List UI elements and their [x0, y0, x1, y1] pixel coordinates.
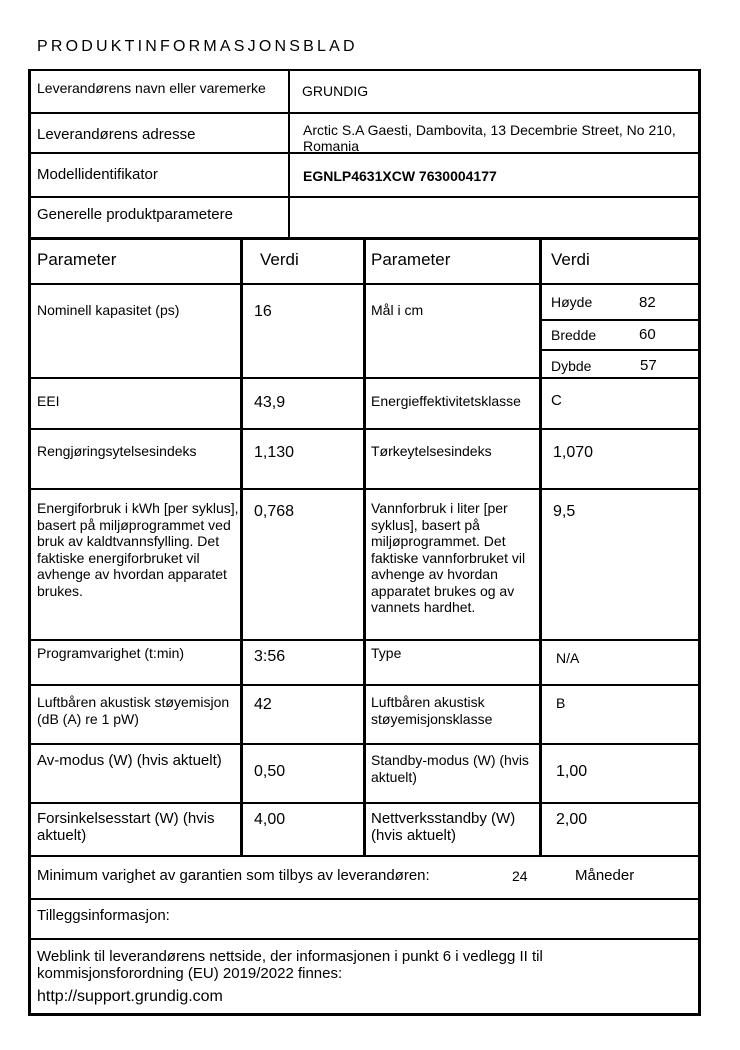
- cleaning-label: Rengjøringsytelsesindeks: [37, 443, 197, 459]
- additional-info-label: Tilleggsinformasjon:: [37, 907, 170, 924]
- standby-label: Standby-modus (W) (hvis aktuelt): [371, 752, 529, 785]
- energy-class-label: Energieffektivitetsklasse: [371, 393, 521, 409]
- off-mode-label: Av-modus (W) (hvis aktuelt): [37, 752, 222, 769]
- capacity-value: 16: [254, 303, 272, 320]
- depth-label: Dybde: [551, 358, 592, 374]
- standby-value: 1,00: [556, 763, 588, 780]
- depth-value: 57: [640, 357, 657, 374]
- col-divider: [363, 237, 366, 857]
- noise-class-value: B: [556, 695, 566, 711]
- table-border-right: [698, 69, 701, 1016]
- warranty-unit: Måneder: [575, 867, 635, 884]
- cleaning-value: 1,130: [254, 444, 295, 461]
- supplier-address-label: Leverandørens adresse: [37, 126, 196, 143]
- capacity-label: Nominell kapasitet (ps): [37, 302, 180, 318]
- supplier-name-value: GRUNDIG: [302, 83, 369, 99]
- noise-label: Luftbåren akustisk støyemisjon (dB (A) re 1 pW): [37, 694, 230, 727]
- type-label: Type: [371, 645, 402, 661]
- water-consumption-value: 9,5: [553, 503, 576, 520]
- col-divider: [539, 577, 542, 857]
- network-standby-label: Nettverksstandby (W) (hvis aktuelt): [371, 810, 516, 844]
- table-border-left: [28, 69, 31, 1016]
- col-header-parameter: Parameter: [37, 250, 117, 269]
- program-duration-value: 3:56: [254, 648, 286, 665]
- noise-value: 42: [254, 696, 272, 713]
- model-label: Modellidentifikator: [37, 166, 158, 183]
- model-value: EGNLP4631XCW 7630004177: [303, 168, 497, 184]
- weblink-label: Weblink til leverandørens nettside, der informasjonen i punkt 6 i vedlegg II til kommisjonsforordning (EU) 2019/2022 finnes:: [37, 948, 543, 982]
- row-divider: [28, 938, 701, 940]
- table-border-top: [28, 69, 701, 71]
- energy-class-value: C: [551, 392, 562, 409]
- subrow-divider: [540, 319, 701, 321]
- table-border-bottom: [28, 1013, 701, 1016]
- col-header-parameter-2: Parameter: [371, 250, 451, 269]
- dimensions-label: Mål i cm: [371, 302, 424, 318]
- type-value: N/A: [556, 650, 580, 666]
- col-divider: [240, 237, 243, 857]
- delay-start-label: Forsinkelsesstart (W) (hvis aktuelt): [37, 810, 215, 844]
- warranty-label: Minimum varighet av garantien som tilbys av leverandøren:: [37, 867, 430, 884]
- warranty-value: 24: [512, 868, 528, 884]
- col-header-value-2: Verdi: [551, 250, 590, 269]
- eei-value: 43,9: [254, 394, 286, 411]
- network-standby-value: 2,00: [556, 811, 588, 828]
- height-label: Høyde: [551, 294, 593, 310]
- general-params-label: Generelle produktparametere: [37, 206, 233, 223]
- eei-label: EEI: [37, 393, 60, 409]
- col-divider: [288, 69, 290, 239]
- supplier-address-value: Arctic S.A Gaesti, Dambovita, 13 Decembrie Street, No 210, Romania: [303, 122, 676, 154]
- off-mode-value: 0,50: [254, 763, 286, 780]
- energy-consumption-label: Energiforbruk i kWh [per syklus], basert på miljøprogrammet ved bruk av kaldtvannsfylling. Det faktiske energiforbruket vil avhenge av hvordan apparatet brukes.: [37, 500, 239, 599]
- row-divider: [28, 898, 701, 900]
- water-consumption-label: Vannforbruk i liter [per syklus], basert på miljøprogrammet. Det faktiske vannforbruket vil avhenge av hvordan apparatet brukes og av vannets hardhet.: [371, 500, 526, 615]
- weblink-url[interactable]: http://support.grundig.com: [37, 988, 223, 1005]
- page-title: PRODUKTINFORMASJONSBLAD: [37, 38, 358, 55]
- row-divider: [28, 196, 701, 198]
- row-divider: [28, 112, 701, 114]
- program-duration-label: Programvarighet (t:min): [37, 645, 185, 661]
- width-value: 60: [639, 326, 656, 343]
- col-header-value: Verdi: [260, 250, 299, 269]
- col-divider: [539, 237, 542, 577]
- supplier-name-label: Leverandørens navn eller varemerke: [37, 80, 266, 96]
- energy-consumption-value: 0,768: [254, 503, 295, 520]
- drying-label: Tørkeytelsesindeks: [371, 443, 492, 459]
- subrow-divider: [540, 349, 701, 351]
- height-value: 82: [639, 294, 656, 311]
- drying-value: 1,070: [553, 444, 594, 461]
- delay-start-value: 4,00: [254, 811, 286, 828]
- width-label: Bredde: [551, 327, 597, 343]
- noise-class-label: Luftbåren akustisk støyemisjonsklasse: [371, 694, 493, 727]
